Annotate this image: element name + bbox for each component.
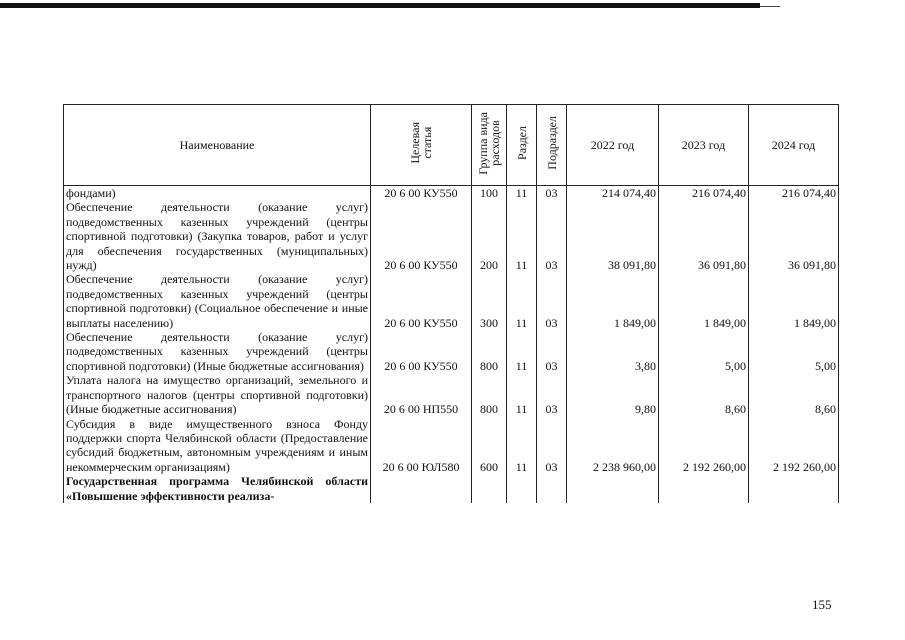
row-subsection: 03 [537,186,567,201]
header-subsection [537,105,567,186]
row-value-2022: 2 238 960,00 [567,417,659,475]
row-target-code: 20 6 00 КУ550 [371,200,472,272]
row-name: Государственная программа Челябинской области «Повышение эффективности реализа- [64,474,371,503]
row-value-2024: 8,60 [749,373,839,416]
row-subsection [537,474,567,503]
table-row [64,200,839,272]
row-value-2024: 1 849,00 [749,272,839,330]
row-subsection: 03 [537,330,567,373]
page-number: 155 [812,597,832,612]
row-value-2022: 38 091,80 [567,200,659,272]
header-target-label: Целевая статья [408,122,434,165]
header-2024: 2024 год [749,105,839,186]
header-section-label: Раздел [514,126,529,161]
row-section: 11 [507,272,537,330]
row-subsection: 03 [537,373,567,416]
top-border [0,0,905,8]
header-2023: 2023 год [659,105,749,186]
row-value-2023: 1 849,00 [659,272,749,330]
header-name: Наименование [64,105,371,186]
row-section: 11 [507,373,537,416]
row-expense-group: 800 [472,373,507,416]
row-target-code: 20 6 00 НП550 [371,373,472,416]
row-target-code: 20 6 00 КУ550 [371,272,472,330]
row-subsection: 03 [537,417,567,475]
budget-table [63,104,839,503]
row-value-2022: 9,80 [567,373,659,416]
row-value-2022: 3,80 [567,330,659,373]
row-name: Уплата налога на имущество организаций, земельного и транспортного налогов (центры спортивной подготовки) (Иные бюджетные ассигнования) [64,373,371,416]
row-value-2023 [659,474,749,503]
row-target-code: 20 6 00 ЮЛ580 [371,417,472,475]
row-expense-group: 600 [472,417,507,475]
row-subsection: 03 [537,200,567,272]
row-section: 11 [507,186,537,201]
top-border-thick [0,3,760,8]
row-name: Субсидия в виде имущественного взноса Фонду поддержки спорта Челябинской области (Предоставление субсидий бюджетным, автономным учреждениям и иным некоммерческим организациям) [64,417,371,475]
row-value-2023: 5,00 [659,330,749,373]
header-group-label: Группа вида расходов [476,111,502,175]
table-row [64,373,839,416]
row-name: Обеспечение деятельности (оказание услуг) подведомственных казенных учреждений (центры спортивной подготовки) (Социальное обеспечение и иные выплаты населению) [64,272,371,330]
table-row [64,474,839,503]
row-section: 11 [507,330,537,373]
row-value-2023: 216 074,40 [659,186,749,201]
row-value-2023: 8,60 [659,373,749,416]
row-value-2022: 1 849,00 [567,272,659,330]
row-expense-group: 200 [472,200,507,272]
header-section [507,105,537,186]
table-row [64,272,839,330]
row-expense-group: 800 [472,330,507,373]
row-section: 11 [507,417,537,475]
row-expense-group: 100 [472,186,507,201]
row-value-2024: 36 091,80 [749,200,839,272]
table-row [64,330,839,373]
row-subsection: 03 [537,272,567,330]
row-value-2024: 5,00 [749,330,839,373]
row-name: фондами) [64,186,371,201]
row-value-2024: 216 074,40 [749,186,839,201]
table-row [64,417,839,475]
row-target-code: 20 6 00 КУ550 [371,186,472,201]
header-subsection-label: Подраздел [544,116,559,171]
row-value-2022 [567,474,659,503]
header-group [472,105,507,186]
row-expense-group: 300 [472,272,507,330]
row-section [507,474,537,503]
header-2022: 2022 год [567,105,659,186]
top-border-thin [760,6,780,7]
row-target-code [371,474,472,503]
row-value-2023: 36 091,80 [659,200,749,272]
row-value-2022: 214 074,40 [567,186,659,201]
table-row [64,186,839,201]
header-target [371,105,472,186]
row-section: 11 [507,200,537,272]
row-expense-group [472,474,507,503]
row-value-2023: 2 192 260,00 [659,417,749,475]
row-value-2024 [749,474,839,503]
row-value-2024: 2 192 260,00 [749,417,839,475]
row-name: Обеспечение деятельности (оказание услуг) подведомственных казенных учреждений (центры спортивной подготовки) (Иные бюджетные ассигнования) [64,330,371,373]
table-header-row [64,105,839,186]
row-name: Обеспечение деятельности (оказание услуг) подведомственных казенных учреждений (центры спортивной подготовки) (Закупка товаров, работ и услуг для обеспечения государственных (муниципальных) нужд) [64,200,371,272]
row-target-code: 20 6 00 КУ550 [371,330,472,373]
